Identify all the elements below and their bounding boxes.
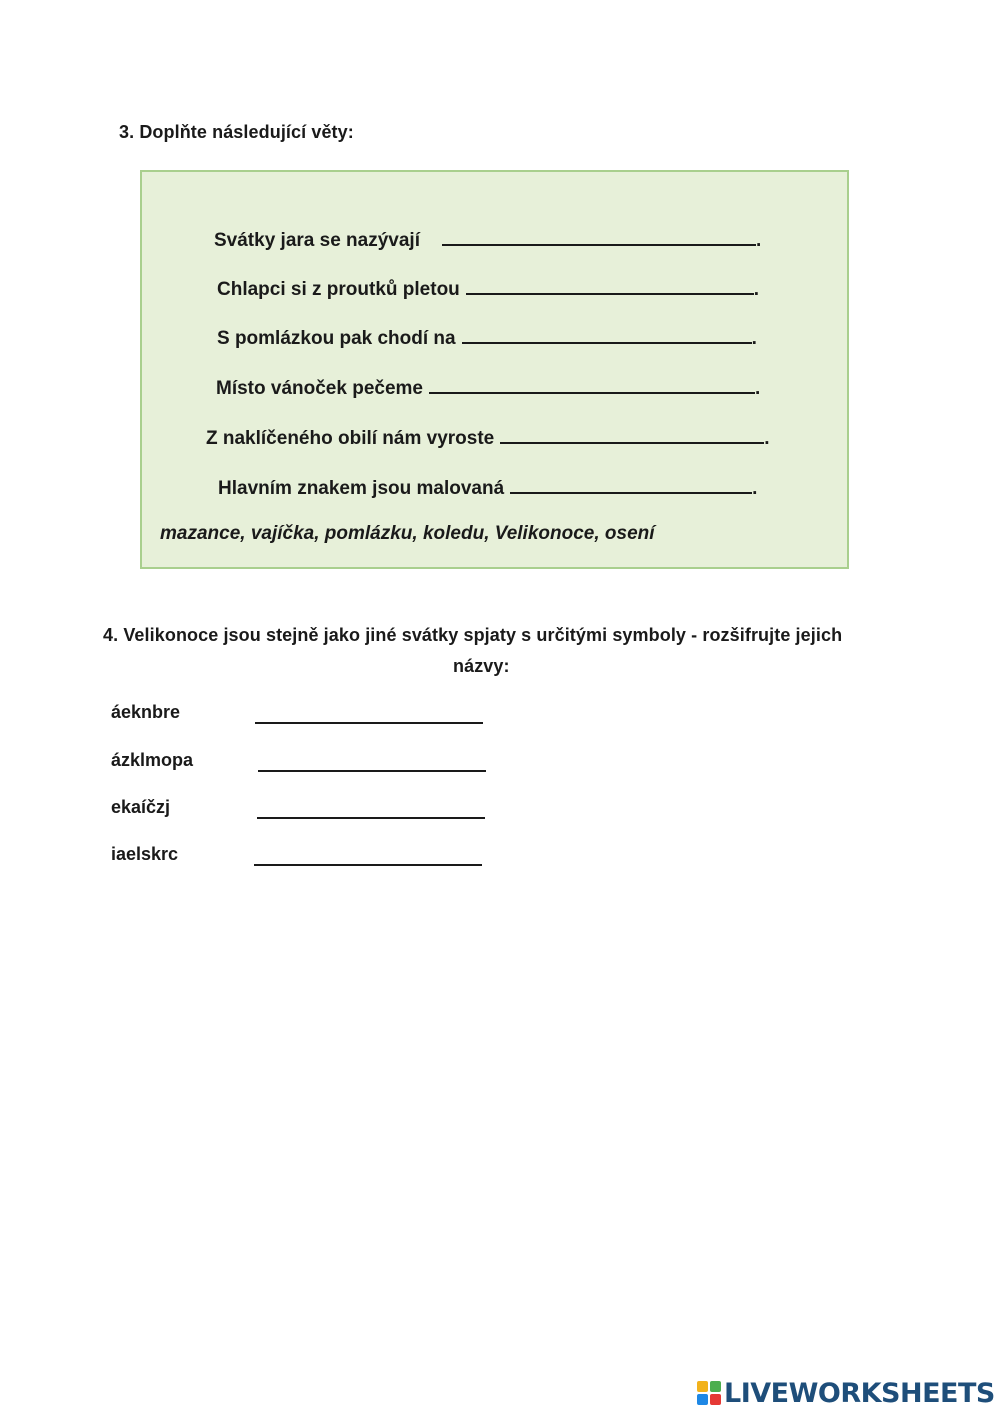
task-4-heading: 4. Velikonoce jsou stejně jako jiné svátky spjaty s určitými symboly - rozšifrujte jejich	[103, 625, 843, 645]
sentence-4-blank[interactable]	[429, 374, 755, 394]
sentence-2: Chlapci si z proutků pletou .	[217, 275, 759, 301]
scrambled-word-2: ázklmopa	[111, 750, 194, 770]
sentence-1: Svátky jara se nazývají .	[214, 226, 761, 252]
logo-grid-icon	[697, 1381, 721, 1405]
sentence-5-text: Z naklíčeného obilí nám vyroste	[206, 428, 495, 449]
sentence-1-text: Svátky jara se nazývají	[214, 230, 420, 251]
sentence-6-text: Hlavním znakem jsou malovaná	[218, 478, 505, 499]
logo-text: LIVEWORKSHEETS	[724, 1377, 995, 1409]
sentence-2-blank[interactable]	[466, 275, 754, 295]
sentence-4-text: Místo vánoček pečeme	[216, 378, 423, 399]
sentence-5: Z naklíčeného obilí nám vyroste .	[206, 424, 770, 450]
scrambled-word-1: áeknbre	[111, 702, 181, 722]
sentence-3-text: S pomlázkou pak chodí na	[217, 328, 456, 349]
sentence-3-blank[interactable]	[462, 324, 752, 344]
scrambled-word-3-blank[interactable]	[257, 815, 485, 819]
sentence-4: Místo vánoček pečeme .	[216, 374, 760, 400]
sentence-3: S pomlázkou pak chodí na .	[217, 324, 757, 350]
sentence-2-text: Chlapci si z proutků pletou	[217, 279, 460, 300]
scrambled-word-4-blank[interactable]	[254, 862, 482, 866]
scrambled-word-3: ekaíčzj	[111, 797, 171, 817]
scrambled-word-4: iaelskrc	[111, 844, 179, 864]
scrambled-word-2-blank[interactable]	[258, 768, 486, 772]
scrambled-word-1-blank[interactable]	[255, 720, 483, 724]
word-bank: mazance, vajíčka, pomlázku, koledu, Velikonoce, osení	[160, 523, 655, 544]
sentence-5-blank[interactable]	[500, 424, 764, 444]
sentence-6: Hlavním znakem jsou malovaná .	[218, 474, 757, 500]
liveworksheets-logo	[697, 1378, 995, 1408]
task-4-heading-continued: názvy:	[453, 656, 510, 676]
sentence-1-blank[interactable]	[442, 226, 756, 246]
sentence-6-blank[interactable]	[510, 474, 752, 494]
task-3-heading: 3. Doplňte následující věty:	[119, 122, 354, 142]
